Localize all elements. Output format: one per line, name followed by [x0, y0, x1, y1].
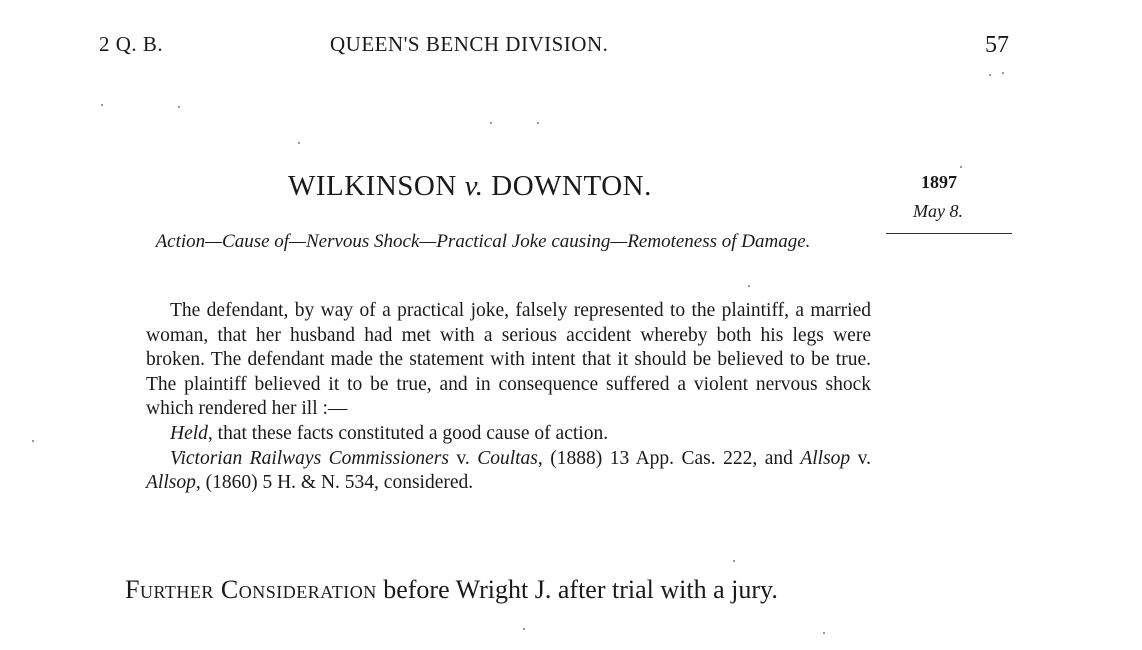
- scan-speck: [823, 632, 825, 634]
- scan-speck: [960, 166, 962, 168]
- headnote: [146, 299, 871, 496]
- citation-1-party-2: Coultas: [477, 447, 538, 469]
- citation-2-reference: , (1860) 5 H. & N. 534, considered.: [195, 472, 474, 494]
- running-head-title: QUEEN'S BENCH DIVISION.: [330, 32, 609, 56]
- scan-speck: [101, 104, 103, 106]
- margin-year: 1897: [921, 172, 957, 192]
- case-title: [288, 170, 652, 203]
- further-consideration-heading: Further Consideration: [125, 575, 377, 604]
- held-text: , that these facts constituted a good cause of action.: [207, 422, 609, 444]
- case-party-defendant: DOWNTON.: [491, 170, 652, 202]
- citation-1-reference: , (1888) 13 App. Cas. 222, and: [537, 447, 801, 469]
- running-head-volume: 2 Q. B.: [99, 32, 164, 56]
- scan-speck: [1002, 72, 1004, 74]
- headnote-facts: The defendant, by way of a practical joke, falsely represented to the plaintiff, a married woman, that her husband had met with a serious accident whereby both his legs were broken. The defendant made the statement with intent that it should be believed to be true. The plaintiff believed it to be true, and in consequence suffered a violent nervous shock which rendered her ill :—: [146, 300, 871, 420]
- citation-2-party-2: Allsop: [146, 472, 196, 494]
- further-consideration-text: before Wright J. after trial with a jury.: [376, 575, 778, 604]
- citation-1-party-1: Victorian Railways Commissioners: [170, 447, 449, 469]
- catchwords: Action—Cause of—Nervous Shock—Practical Joke causing—Remoteness of Damage.: [155, 231, 811, 252]
- scan-speck: [490, 122, 492, 124]
- scan-speck: [733, 560, 735, 562]
- case-party-plaintiff: WILKINSON: [288, 170, 457, 202]
- citation-2-versus: v.: [850, 447, 871, 469]
- margin-date: May 8.: [913, 201, 963, 221]
- scan-speck: [537, 122, 539, 124]
- scan-speck: [298, 142, 300, 144]
- case-versus: v.: [464, 170, 484, 202]
- page-number: 57: [985, 32, 1009, 58]
- scan-speck: [32, 440, 34, 442]
- headnote-citations: [146, 447, 871, 496]
- scan-speck: [178, 106, 180, 108]
- margin-rule: [886, 233, 1012, 234]
- further-consideration-paragraph: [88, 573, 878, 606]
- held-label: Held: [170, 422, 208, 444]
- headnote-held: [146, 422, 871, 447]
- citation-1-versus: v.: [448, 447, 478, 469]
- scan-speck: [989, 74, 991, 76]
- scan-speck: [523, 628, 525, 630]
- scan-speck: [748, 285, 750, 287]
- citation-2-party-1: Allsop: [800, 447, 851, 469]
